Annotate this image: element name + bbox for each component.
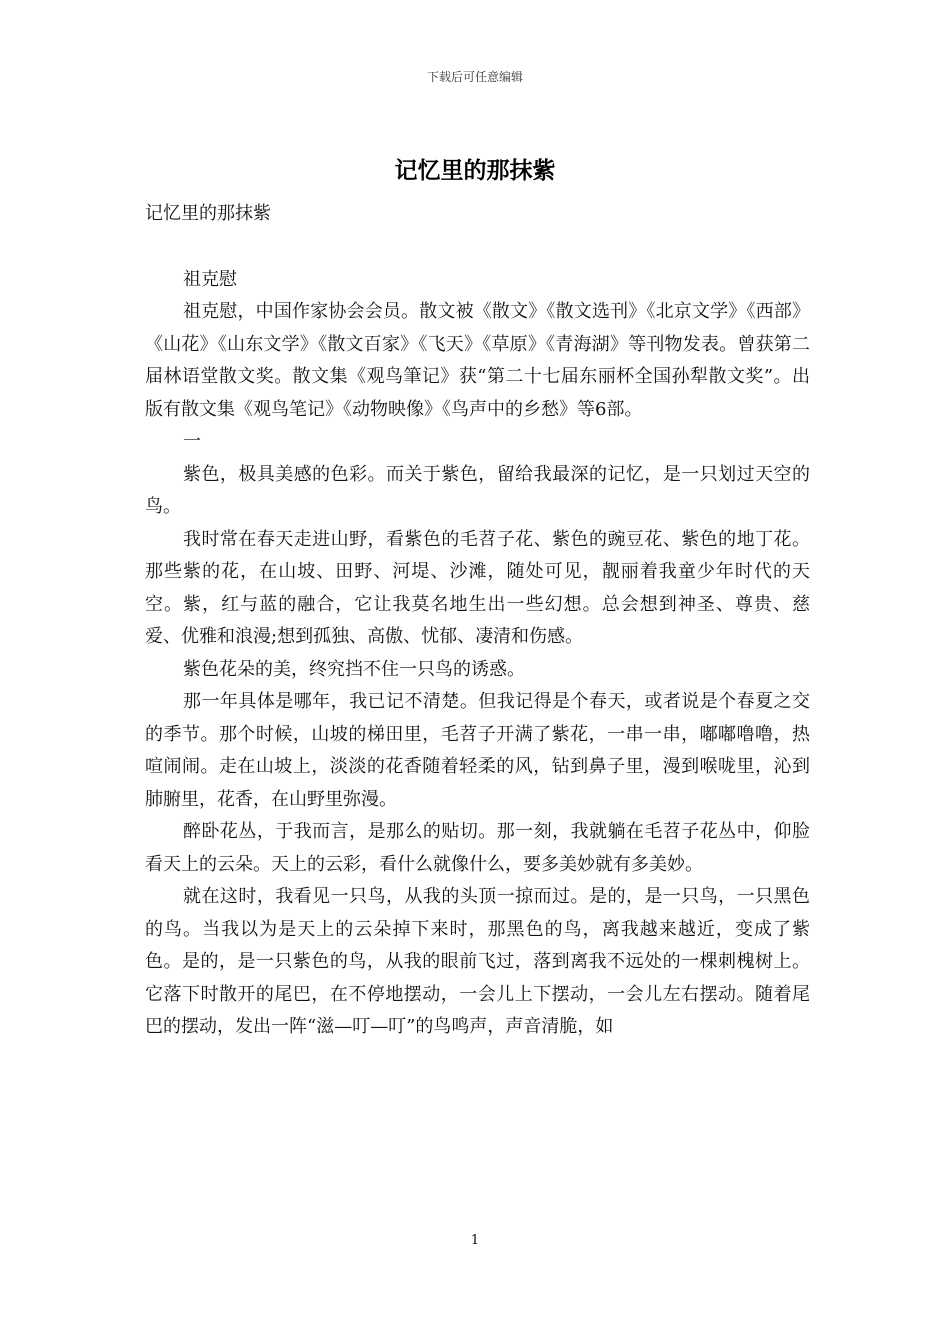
page-number: 1 — [470, 1233, 480, 1248]
body-paragraph: 紫色花朵的美，终究挡不住一只鸟的诱惑。 — [183, 658, 525, 680]
author-bio-paragraph: 祖克慰，中国作家协会会员。散文被《散文》《散文选刊》《北京文学》《西部》《山花》《山东文学》《散文百家》《飞天》《草原》《青海湖》等刊物发表。曾获第二届林语堂散文奖。散文集《观鸟筆记》获“第二十七届东丽杯全国孙犁散文奖”。出版有散文集《观鸟笔记》《动物映像》《鸟声中的乡愁》等6部。 — [145, 301, 810, 420]
section-number: 一 — [183, 431, 201, 452]
body-paragraph: 那一年具体是哪年，我已记不清楚。但我记得是个春天，或者说是个春夏之交的季节。那个时候，山坡的梯田里，毛苕子开满了紫花，一串一串，嘟嘟噜噜，热喧闹闹。走在山坡上，淡淡的花香随着轻柔的风，钻到鼻子里，漫到喉咙里，沁到肺腑里，花香，在山野里弥漫。 — [145, 691, 810, 810]
author-paragraph: 祖克慰 — [183, 268, 237, 290]
document-title: 记忆里的那抹紫 — [394, 157, 556, 184]
body-paragraph: 就在这时，我看见一只鸟，从我的头顶一掠而过。是的，是一只鸟，一只黑色的鸟。当我以为是天上的云朵掉下来时，那黑色的鸟，离我越来越近，变成了紫色。是的，是一只紫色的鸟，从我的眼前飞过，落到离我不远处的一棵刺槐树上。它落下时散开的尾巴，在不停地摆动，一会儿上下摆动，一会儿左右摆动。随着尾巴的摆动，发出一阵“滋—叮—叮”的鸟鸣声，声音清脆，如 — [145, 886, 810, 1037]
body-paragraph: 紫色，极具美感的色彩。而关于紫色，留给我最深的记忆，是一只划过天空的鸟。 — [145, 463, 810, 517]
document-body — [145, 198, 810, 1044]
body-paragraph: 醉卧花丛，于我而言，是那么的贴切。那一刻，我就躺在毛苕子花丛中，仰脸看天上的云朵。天上的云彩，看什么就像什么，要多美妙就有多美妙。 — [145, 821, 810, 875]
page-header: 下载后可任意编辑 — [426, 70, 523, 84]
body-paragraph: 我时常在春天走进山野，看紫色的毛苕子花、紫色的豌豆花、紫色的地丁花。那些紫的花，在山坡、田野、河堤、沙滩，随处可见，靓丽着我童少年时代的天空。紫，红与蓝的融合，它让我莫名地生出一些幻想。总会想到神圣、尊贵、慈爱、优雅和浪漫;想到孤独、高傲、忧郁、凄清和伤感。 — [145, 528, 810, 647]
subtitle-paragraph: 记忆里的那抹紫 — [145, 203, 271, 224]
